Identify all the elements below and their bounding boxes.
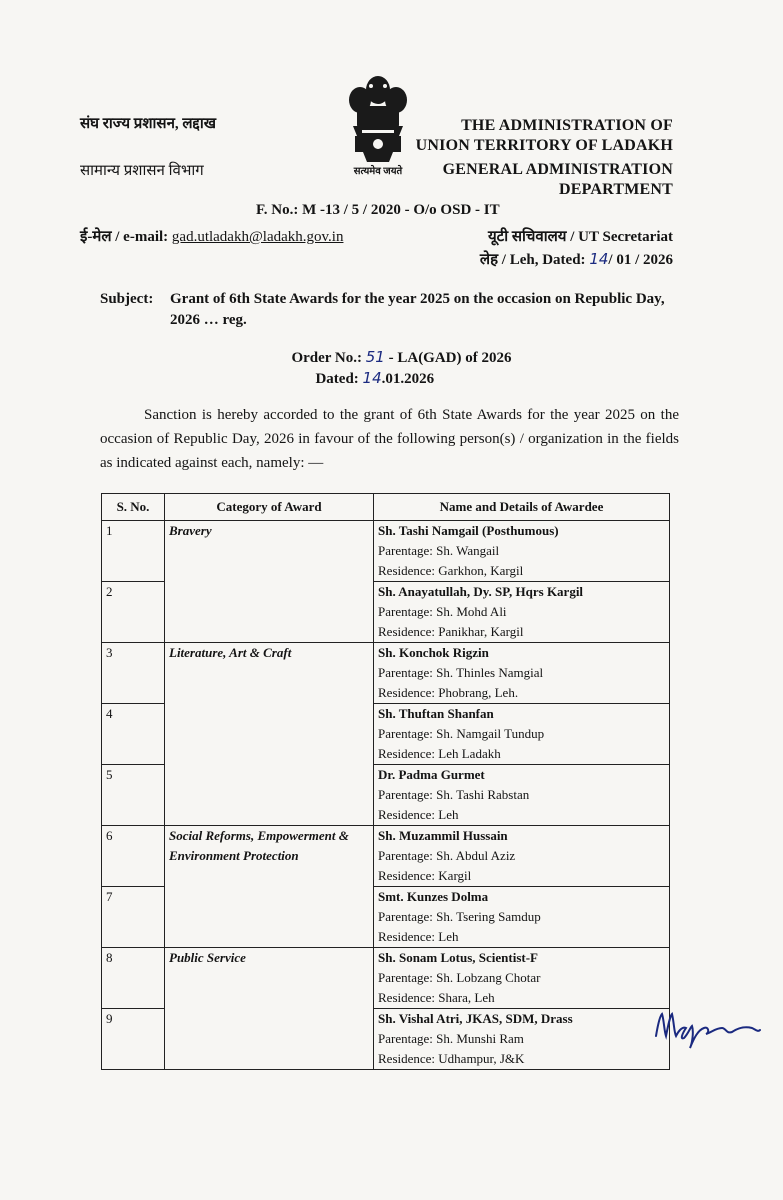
row-sno: 6 xyxy=(102,826,165,887)
subject-block xyxy=(100,289,680,331)
table-row xyxy=(102,948,670,1009)
row-sno: 3 xyxy=(102,643,165,704)
row-details xyxy=(374,643,670,704)
row-sno: 2 xyxy=(102,582,165,643)
row-sno: 9 xyxy=(102,1009,165,1070)
awardee-name: Sh. Tashi Namgail (Posthumous) xyxy=(378,523,559,538)
row-details xyxy=(374,1009,670,1070)
awardee-residence: Residence: Panikhar, Kargil xyxy=(378,624,524,639)
header-sno: S. No. xyxy=(102,494,165,521)
national-emblem-icon xyxy=(335,66,421,166)
letter-date-day: 14 xyxy=(589,250,609,268)
table-row xyxy=(102,521,670,582)
awardee-residence: Residence: Leh xyxy=(378,929,459,944)
email-label: ई-मेल / e-mail: xyxy=(80,229,169,245)
order-handwritten-number: 51 xyxy=(365,348,385,366)
header-awardee: Name and Details of Awardee xyxy=(374,494,670,521)
file-number: F. No.: M -13 / 5 / 2020 - O/o OSD - IT xyxy=(256,202,500,218)
sanction-paragraph: Sanction is hereby accorded to the grant of 6th State Awards for the year 2025 on the occasion of Republic Day, 2026 in favour of the following person(s) / organization in the fields as indicated against each, namely: — xyxy=(100,407,679,471)
row-details xyxy=(374,826,670,887)
row-details xyxy=(374,521,670,582)
awardee-parentage: Parentage: Sh. Munshi Ram xyxy=(378,1031,524,1046)
row-category: Literature, Art & Craft xyxy=(165,643,374,826)
awardee-parentage: Parentage: Sh. Tsering Samdup xyxy=(378,909,541,924)
awardee-name: Sh. Vishal Atri, JKAS, SDM, Drass xyxy=(378,1011,573,1026)
awardee-parentage: Parentage: Sh. Namgail Tundup xyxy=(378,726,545,741)
row-details xyxy=(374,948,670,1009)
awardee-residence: Residence: Leh xyxy=(378,807,459,822)
order-date-prefix: Dated: xyxy=(315,371,359,387)
subject-line-1: Grant of 6th State Awards for the year 2025 on the occasion on Republic Day, xyxy=(170,291,665,307)
letter-date xyxy=(480,249,673,269)
department-title-line-1: GENERAL ADMINISTRATION xyxy=(442,161,673,178)
awardee-residence: Residence: Kargil xyxy=(378,868,472,883)
row-details xyxy=(374,704,670,765)
awardee-residence: Residence: Shara, Leh xyxy=(378,990,495,1005)
row-sno: 5 xyxy=(102,765,165,826)
row-sno: 7 xyxy=(102,887,165,948)
department-title-line-2: DEPARTMENT xyxy=(558,181,673,198)
awardee-residence: Residence: Garkhon, Kargil xyxy=(378,563,524,578)
subject-line-2: 2026 … reg. xyxy=(170,312,247,328)
row-category: Social Reforms, Empowerment & Environment Protection xyxy=(165,826,374,948)
header-category: Category of Award xyxy=(165,494,374,521)
ut-secretariat: यूटी सचिवालय / UT Secretariat xyxy=(487,229,673,245)
row-category: Bravery xyxy=(165,521,374,643)
row-details xyxy=(374,887,670,948)
order-number xyxy=(291,347,511,368)
admin-title-line-2: UNION TERRITORY OF LADAKH xyxy=(415,137,673,154)
table-row xyxy=(102,826,670,887)
awardee-parentage: Parentage: Sh. Lobzang Chotar xyxy=(378,970,541,985)
subject-label: Subject: xyxy=(100,291,154,307)
row-sno: 4 xyxy=(102,704,165,765)
awardee-residence: Residence: Phobrang, Leh. xyxy=(378,685,519,700)
letter-date-rest: / 01 / 2026 xyxy=(608,252,673,268)
order-date-rest: .01.2026 xyxy=(381,371,435,387)
letter-date-prefix: लेह / Leh, Dated: xyxy=(479,252,586,268)
awardee-name: Dr. Padma Gurmet xyxy=(378,767,485,782)
table-header-row xyxy=(102,494,670,521)
signature-icon xyxy=(652,1006,764,1050)
awardee-residence: Residence: Udhampur, J&K xyxy=(378,1051,525,1066)
order-date xyxy=(291,368,511,389)
awards-table xyxy=(101,493,670,1070)
department-title xyxy=(443,160,673,200)
awardee-parentage: Parentage: Sh. Thinles Namgial xyxy=(378,665,544,680)
awardee-parentage: Parentage: Sh. Mohd Ali xyxy=(378,604,507,619)
hindi-admin-title: संघ राज्य प्रशासन, लद्दाख xyxy=(80,116,216,132)
order-prefix: Order No.: xyxy=(291,350,363,366)
order-block xyxy=(0,347,783,389)
email-line xyxy=(80,226,343,246)
awardee-name: Sh. Anayatullah, Dy. SP, Hqrs Kargil xyxy=(378,584,584,599)
awardee-name: Smt. Kunzes Dolma xyxy=(378,889,489,904)
hindi-department-title: सामान्य प्रशासन विभाग xyxy=(80,163,204,179)
awardee-parentage: Parentage: Sh. Tashi Rabstan xyxy=(378,787,530,802)
awardee-parentage: Parentage: Sh. Wangail xyxy=(378,543,500,558)
awardee-residence: Residence: Leh Ladakh xyxy=(378,746,501,761)
awardee-name: Sh. Konchok Rigzin xyxy=(378,645,489,660)
emblem-motto: सत्यमेव जयते xyxy=(353,166,403,177)
order-date-day: 14 xyxy=(362,369,382,387)
table-row xyxy=(102,643,670,704)
row-category: Public Service xyxy=(165,948,374,1070)
row-sno: 8 xyxy=(102,948,165,1009)
order-suffix: - LA(GAD) of 2026 xyxy=(388,350,512,366)
row-sno: 1 xyxy=(102,521,165,582)
awardee-parentage: Parentage: Sh. Abdul Aziz xyxy=(378,848,516,863)
row-details xyxy=(374,582,670,643)
admin-title-line-1: THE ADMINISTRATION OF xyxy=(461,117,673,134)
awardee-name: Sh. Muzammil Hussain xyxy=(378,828,508,843)
awardee-name: Sh. Thuftan Shanfan xyxy=(378,706,494,721)
administration-title xyxy=(416,116,673,156)
row-details xyxy=(374,765,670,826)
awardee-name: Sh. Sonam Lotus, Scientist-F xyxy=(378,950,538,965)
email-link[interactable]: gad.utladakh@ladakh.gov.in xyxy=(171,229,344,245)
